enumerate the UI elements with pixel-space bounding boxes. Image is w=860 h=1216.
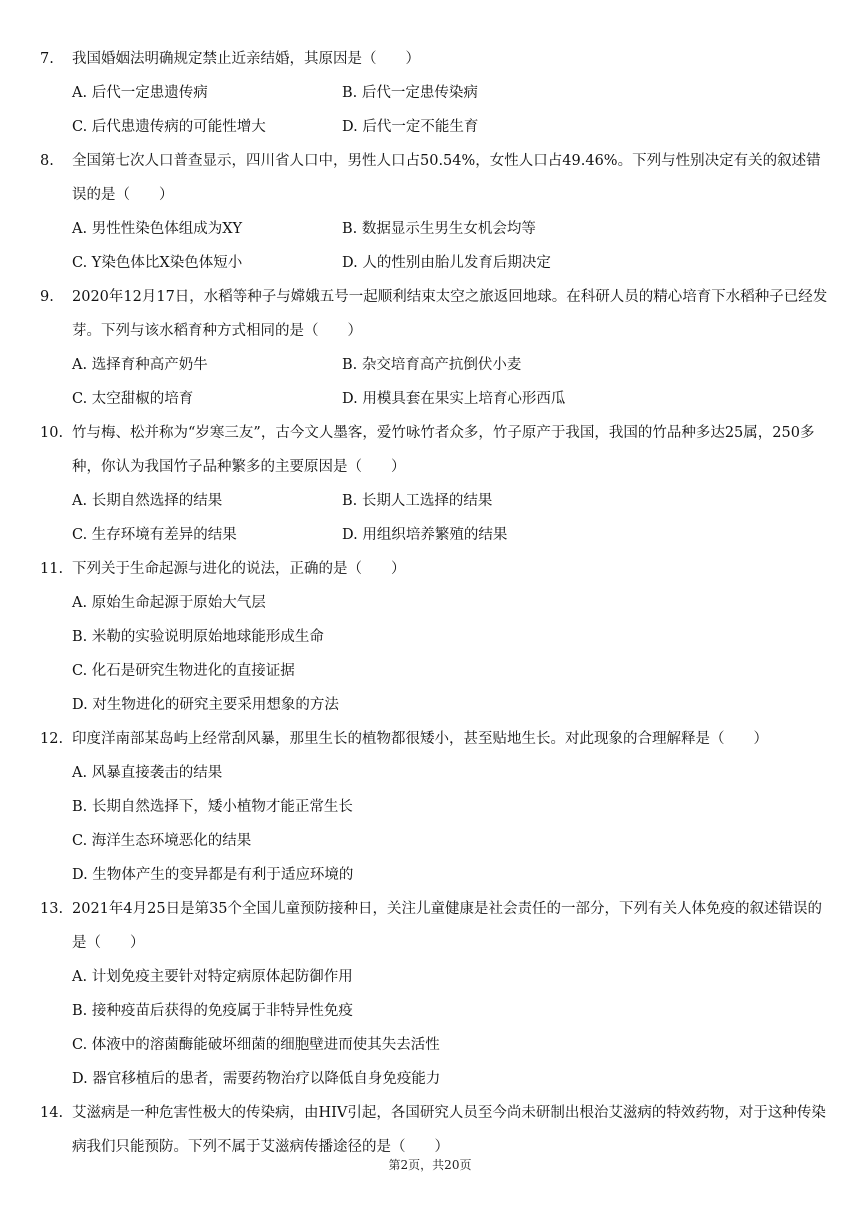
question-number: 9. xyxy=(40,289,54,305)
option-c: C. 体液中的溶菌酶能破坏细菌的细胞壁进而使其失去活性 xyxy=(72,1037,440,1053)
options xyxy=(72,76,830,144)
option-b: B. 长期自然选择下，矮小植物才能正常生长 xyxy=(72,799,353,815)
options xyxy=(72,484,830,552)
option-d: D. 用模具套在果实上培育心形西瓜 xyxy=(342,391,566,407)
question-list xyxy=(40,42,830,1164)
question-stem: 全国第七次人口普查显示，四川省人口中，男性人口占50.54%，女性人口占49.46%。下列与性别决定有关的叙述错误的是（ ） xyxy=(72,153,821,203)
options xyxy=(72,586,830,722)
option-c: C. 后代患遗传病的可能性增大 xyxy=(72,119,266,135)
option-c: C. 化石是研究生物进化的直接证据 xyxy=(72,663,295,679)
question-number: 7. xyxy=(40,51,54,67)
question-number: 10. xyxy=(40,425,64,441)
page-footer: 第2页，共20页 xyxy=(388,1158,472,1172)
option-a: A. 后代一定患遗传病 xyxy=(72,85,208,101)
question-number: 8. xyxy=(40,153,54,169)
option-d: D. 生物体产生的变异都是有利于适应环境的 xyxy=(72,867,354,883)
question-stem: 竹与梅、松并称为“岁寒三友”，古今文人墨客，爱竹咏竹者众多，竹子原产于我国，我国的竹品种多达25属，250多种，你认为我国竹子品种繁多的主要原因是（ ） xyxy=(72,425,815,475)
question-number: 14. xyxy=(40,1105,64,1121)
option-b: B. 后代一定患传染病 xyxy=(342,85,478,101)
option-d: D. 后代一定不能生育 xyxy=(342,119,479,135)
question-stem: 2021年4月25日是第35个全国儿童预防接种日，关注儿童健康是社会责任的一部分，下列有关人体免疫的叙述错误的是（ ） xyxy=(72,901,823,951)
option-a: A. 长期自然选择的结果 xyxy=(72,493,223,509)
option-b: B. 长期人工选择的结果 xyxy=(342,493,493,509)
option-c: C. 海洋生态环境恶化的结果 xyxy=(72,833,252,849)
option-d: D. 用组织培养繁殖的结果 xyxy=(342,527,508,543)
option-c: C. Y染色体比X染色体短小 xyxy=(72,255,243,271)
question-11 xyxy=(40,552,830,722)
question-number: 13. xyxy=(40,901,64,917)
option-a: A. 风暴直接袭击的结果 xyxy=(72,765,223,781)
options xyxy=(72,348,830,416)
question-stem: 2020年12月17日，水稻等种子与嫦娥五号一起顺利结束太空之旅返回地球。在科研人员的精心培育下水稻种子已经发芽。下列与该水稻育种方式相同的是（ ） xyxy=(72,289,828,339)
question-13 xyxy=(40,892,830,1096)
option-b: B. 数据显示生男生女机会均等 xyxy=(342,221,536,237)
question-stem: 印度洋南部某岛屿上经常刮风暴，那里生长的植物都很矮小，甚至贴地生长。对此现象的合理解释是（ ） xyxy=(72,731,768,747)
option-a: A. 选择育种高产奶牛 xyxy=(72,357,208,373)
question-10 xyxy=(40,416,830,552)
question-stem: 我国婚姻法明确规定禁止近亲结婚，其原因是（ ） xyxy=(72,51,420,67)
option-a: A. 计划免疫主要针对特定病原体起防御作用 xyxy=(72,969,353,985)
question-stem: 艾滋病是一种危害性极大的传染病，由HIV引起，各国研究人员至今尚未研制出根治艾滋病的特效药物，对于这种传染病我们只能预防。下列不属于艾滋病传播途径的是（ ） xyxy=(72,1105,826,1155)
question-number: 12. xyxy=(40,731,64,747)
option-a: A. 原始生命起源于原始大气层 xyxy=(72,595,266,611)
question-number: 11. xyxy=(40,561,64,577)
question-12 xyxy=(40,722,830,892)
question-9 xyxy=(40,280,830,416)
question-14 xyxy=(40,1096,830,1164)
option-a: A. 男性性染色体组成为XY xyxy=(72,221,243,237)
question-8 xyxy=(40,144,830,280)
option-b: B. 接种疫苗后获得的免疫属于非特异性免疫 xyxy=(72,1003,353,1019)
option-d: D. 器官移植后的患者，需要药物治疗以降低自身免疫能力 xyxy=(72,1071,441,1087)
option-d: D. 对生物进化的研究主要采用想象的方法 xyxy=(72,697,339,713)
options xyxy=(72,960,830,1096)
option-d: D. 人的性别由胎儿发育后期决定 xyxy=(342,255,551,271)
option-c: C. 生存环境有差异的结果 xyxy=(72,527,237,543)
option-c: C. 太空甜椒的培育 xyxy=(72,391,194,407)
options xyxy=(72,756,830,892)
options xyxy=(72,212,830,280)
question-stem: 下列关于生命起源与进化的说法，正确的是（ ） xyxy=(72,561,406,577)
option-b: B. 米勒的实验说明原始地球能形成生命 xyxy=(72,629,324,645)
question-7 xyxy=(40,42,830,144)
option-b: B. 杂交培育高产抗倒伏小麦 xyxy=(342,357,522,373)
